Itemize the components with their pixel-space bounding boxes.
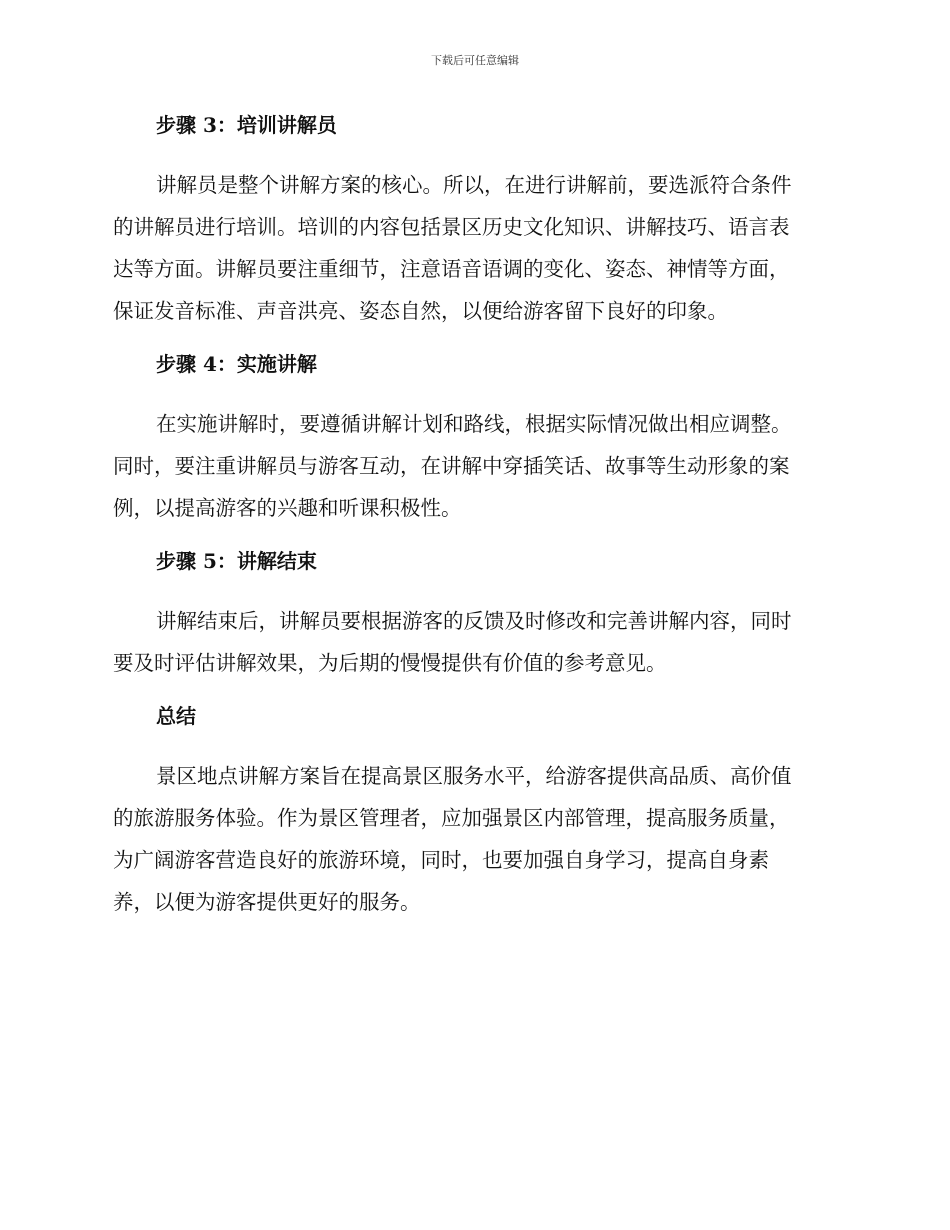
paragraph-line: 同时，要注重讲解员与游客互动，在讲解中穿插笑话、故事等生动形象的案: [113, 454, 790, 478]
section-paragraph-step-4: [113, 403, 837, 529]
paragraph-line: 要及时评估讲解效果，为后期的慢慢提供有价值的参考意见。: [113, 651, 667, 675]
section-heading-step-4: 步骤 4：实施讲解: [156, 352, 317, 376]
paragraph-line: 讲解员是整个讲解方案的核心。所以，在进行讲解前，要选派符合条件: [156, 173, 792, 197]
paragraph-line: 在实施讲解时，要遵循讲解计划和路线，根据实际情况做出相应调整。: [156, 412, 792, 436]
paragraph-line: 例，以提高游客的兴趣和听课积极性。: [113, 496, 462, 520]
section-heading-step-5: 步骤 5：讲解结束: [156, 549, 317, 573]
section-heading-step-3: 步骤 3：培训讲解员: [156, 113, 337, 137]
paragraph-line: 的旅游服务体验。作为景区管理者，应加强景区内部管理，提高服务质量，: [113, 806, 790, 830]
paragraph-line: 达等方面。讲解员要注重细节，注意语音语调的变化、姿态、神情等方面，: [113, 257, 790, 281]
paragraph-line: 讲解结束后，讲解员要根据游客的反馈及时修改和完善讲解内容，同时: [156, 609, 792, 633]
section-paragraph-summary: [113, 755, 837, 923]
paragraph-line: 景区地点讲解方案旨在提高景区服务水平，给游客提供高品质、高价值: [156, 764, 792, 788]
document-body: [113, 110, 837, 923]
section-heading-summary: 总结: [156, 704, 196, 728]
section-paragraph-step-3: [113, 164, 837, 332]
page-header-note: 下载后可任意编辑: [431, 54, 519, 67]
paragraph-line: 为广阔游客营造良好的旅游环境，同时，也要加强自身学习，提高自身素: [113, 848, 769, 872]
section-paragraph-step-5: [113, 600, 837, 684]
paragraph-line: 养，以便为游客提供更好的服务。: [113, 890, 421, 914]
paragraph-line: 的讲解员进行培训。培训的内容包括景区历史文化知识、讲解技巧、语言表: [113, 215, 790, 239]
paragraph-line: 保证发音标准、声音洪亮、姿态自然，以便给游客留下良好的印象。: [113, 299, 728, 323]
